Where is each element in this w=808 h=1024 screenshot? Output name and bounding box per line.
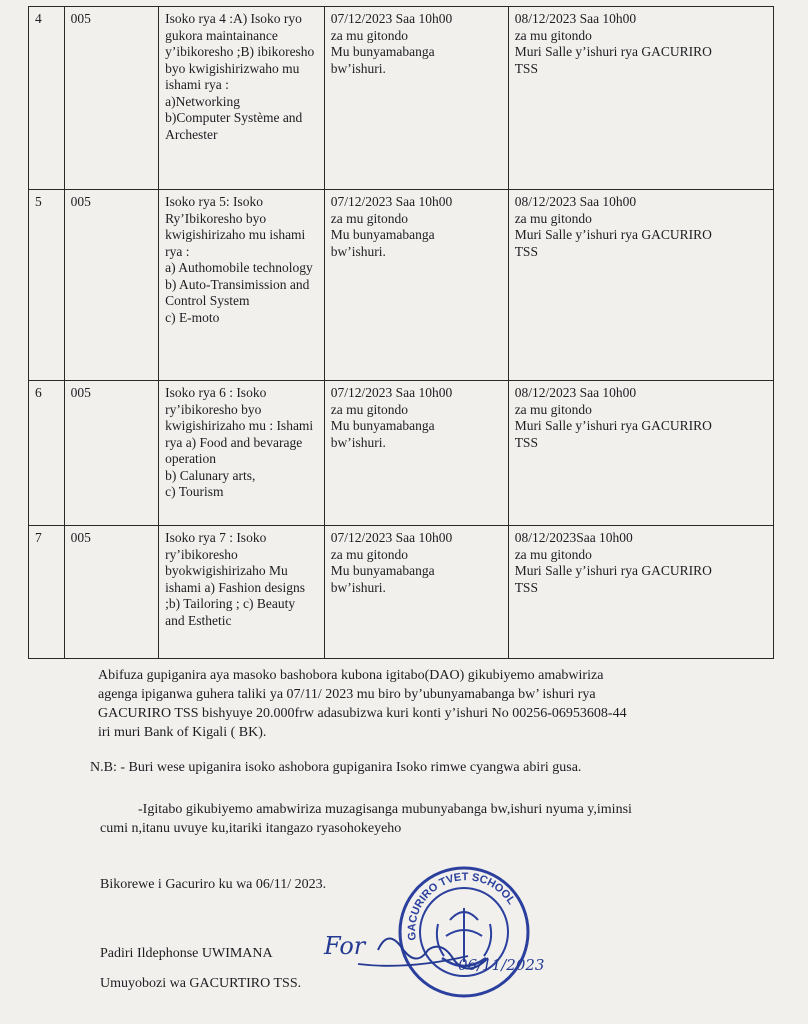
opening-line: TSS <box>514 579 538 595</box>
table-row <box>29 190 774 381</box>
note-line: -Igitabo gikubiyemo amabwiriza muzagisanga mubunyabanga bw,ishuri nyuma y,iminsi <box>138 802 632 817</box>
opening-line: za mu gitondo <box>514 401 592 417</box>
paragraph-line: agenga ipiganwa guhera taliki ya 07/11/ 2023 mu biro by’ubunyamabanga bw’ ishuri rya <box>98 687 596 702</box>
deadline-line: za mu gitondo <box>330 546 408 562</box>
dated-line: Bikorewe i Gacuriro ku wa 06/11/ 2023. <box>100 877 327 892</box>
opening-line: Muri Salle y’ishuri rya GACURIRO <box>514 563 712 578</box>
row-code-cell: 005 <box>64 381 159 526</box>
opening-line: 08/12/2023 Saa 10h00 <box>514 11 637 26</box>
deadline-line: 07/12/2023 Saa 10h00 <box>330 385 453 400</box>
bid-opening-cell <box>508 381 773 526</box>
stamp-text: GACURIRO TVET SCHOOL <box>406 871 518 941</box>
deadline-line: bw’ishuri. <box>330 579 386 595</box>
lot-description-cell <box>159 7 325 190</box>
deadline-line: bw’ishuri. <box>330 243 386 259</box>
deadline-line: 07/12/2023 Saa 10h00 <box>330 11 453 26</box>
row-code-cell: 005 <box>64 190 159 381</box>
row-number-cell: 4 <box>29 7 65 190</box>
bid-opening-cell <box>508 7 773 190</box>
opening-line: 08/12/2023 Saa 10h00 <box>514 385 637 400</box>
paragraph-line: GACURIRO TSS bishyuye 20.000frw adasubizwa kuri konti y’ishuri No 00256-06953608-44 <box>98 706 627 721</box>
opening-line: za mu gitondo <box>514 210 592 226</box>
signature-text: For <box>324 932 366 960</box>
opening-line: TSS <box>514 60 538 76</box>
deadline-line: Mu bunyamabanga <box>330 563 435 578</box>
deadline-line: Mu bunyamabanga <box>330 227 435 242</box>
lot-title: Isoko rya 6 : Isoko ry’ibikoresho byo kwigishirizaho mu : Ishami rya a) Food and bevarage operation <box>165 385 314 466</box>
lot-item: a) Authomobile technology <box>165 260 313 275</box>
lot-title: Isoko rya 4 :A) Isoko ryo gukora maintainance y’ibikoresho ;B) ibikoresho byo kwigishirizwaho mu ishami rya : <box>165 11 315 92</box>
lot-title: Isoko rya 5: Isoko Ry’Ibikoresho byo kwigishirizaho mu ishami rya : <box>165 194 306 259</box>
lot-item: b) Auto-Transimission and Control System <box>165 276 310 308</box>
paragraph-line: Abifuza gupiganira aya masoko bashobora kubona igitabo(DAO) gikubiyemo amabwiriza <box>98 668 604 683</box>
lot-item: c) E-moto <box>165 309 220 325</box>
submission-deadline-cell <box>324 7 508 190</box>
submission-deadline-cell <box>324 526 508 659</box>
deadline-line: 07/12/2023 Saa 10h00 <box>330 194 453 209</box>
signature-date: 06/11/2023 <box>458 956 545 974</box>
opening-line: za mu gitondo <box>514 546 592 562</box>
row-number-cell: 5 <box>29 190 65 381</box>
lot-item: b)Computer Système and Archester <box>165 110 303 142</box>
signer-title: Umuyobozi wa GACURTIRO TSS. <box>100 976 302 991</box>
deadline-line: za mu gitondo <box>330 27 408 43</box>
opening-line: Muri Salle y’ishuri rya GACURIRO <box>514 227 712 242</box>
opening-line: TSS <box>514 434 538 450</box>
opening-line: 08/12/2023Saa 10h00 <box>514 530 633 545</box>
bidding-info-paragraph <box>98 666 758 742</box>
paragraph-line: iri muri Bank of Kigali ( BK). <box>98 725 267 740</box>
lot-description-cell <box>159 381 325 526</box>
lot-item: a)Networking <box>165 93 241 109</box>
deadline-line: 07/12/2023 Saa 10h00 <box>330 530 453 545</box>
opening-line: TSS <box>514 243 538 259</box>
bid-opening-cell <box>508 190 773 381</box>
row-number-cell: 7 <box>29 526 65 659</box>
deadline-line: Mu bunyamabanga <box>330 418 435 433</box>
opening-line: 08/12/2023 Saa 10h00 <box>514 194 637 209</box>
opening-line: za mu gitondo <box>514 27 592 43</box>
deadline-line: za mu gitondo <box>330 210 408 226</box>
row-number-cell: 6 <box>29 381 65 526</box>
opening-line: Muri Salle y’ishuri rya GACURIRO <box>514 418 712 433</box>
deadline-line: za mu gitondo <box>330 401 408 417</box>
table-row <box>29 526 774 659</box>
row-code-cell: 005 <box>64 7 159 190</box>
bid-opening-cell <box>508 526 773 659</box>
row-code-cell: 005 <box>64 526 159 659</box>
lot-items <box>165 468 318 501</box>
note-line: cumi n,itanu uvuye ku,itariki itangazo ryasohokeyeho <box>100 821 402 836</box>
submission-deadline-cell <box>324 190 508 381</box>
tender-table <box>28 6 774 659</box>
submission-deadline-cell <box>324 381 508 526</box>
signature <box>318 920 568 990</box>
deadline-line: bw’ishuri. <box>330 434 386 450</box>
deadline-line: Mu bunyamabanga <box>330 44 435 59</box>
dao-note <box>100 800 760 838</box>
lot-description-cell <box>159 190 325 381</box>
table-row <box>29 7 774 190</box>
nb-note: N.B: - Buri wese upiganira isoko ashobora gupiganira Isoko rimwe cyangwa abiri gusa. <box>90 760 582 775</box>
opening-line: Muri Salle y’ishuri rya GACURIRO <box>514 44 712 59</box>
lot-item: c) Tourism <box>165 484 224 499</box>
deadline-line: bw’ishuri. <box>330 60 386 76</box>
lot-items <box>165 260 318 326</box>
lot-items <box>165 94 318 144</box>
lot-title: Isoko rya 7 : Isoko ry’ibikoresho byokwigishirizaho Mu ishami a) Fashion designs ;b) Tailoring ; c) Beauty and Esthetic <box>165 530 305 628</box>
table-row <box>29 381 774 526</box>
lot-description-cell <box>159 526 325 659</box>
lot-item: b) Calunary arts, <box>165 467 256 483</box>
signer-name: Padiri Ildephonse UWIMANA <box>100 946 273 961</box>
